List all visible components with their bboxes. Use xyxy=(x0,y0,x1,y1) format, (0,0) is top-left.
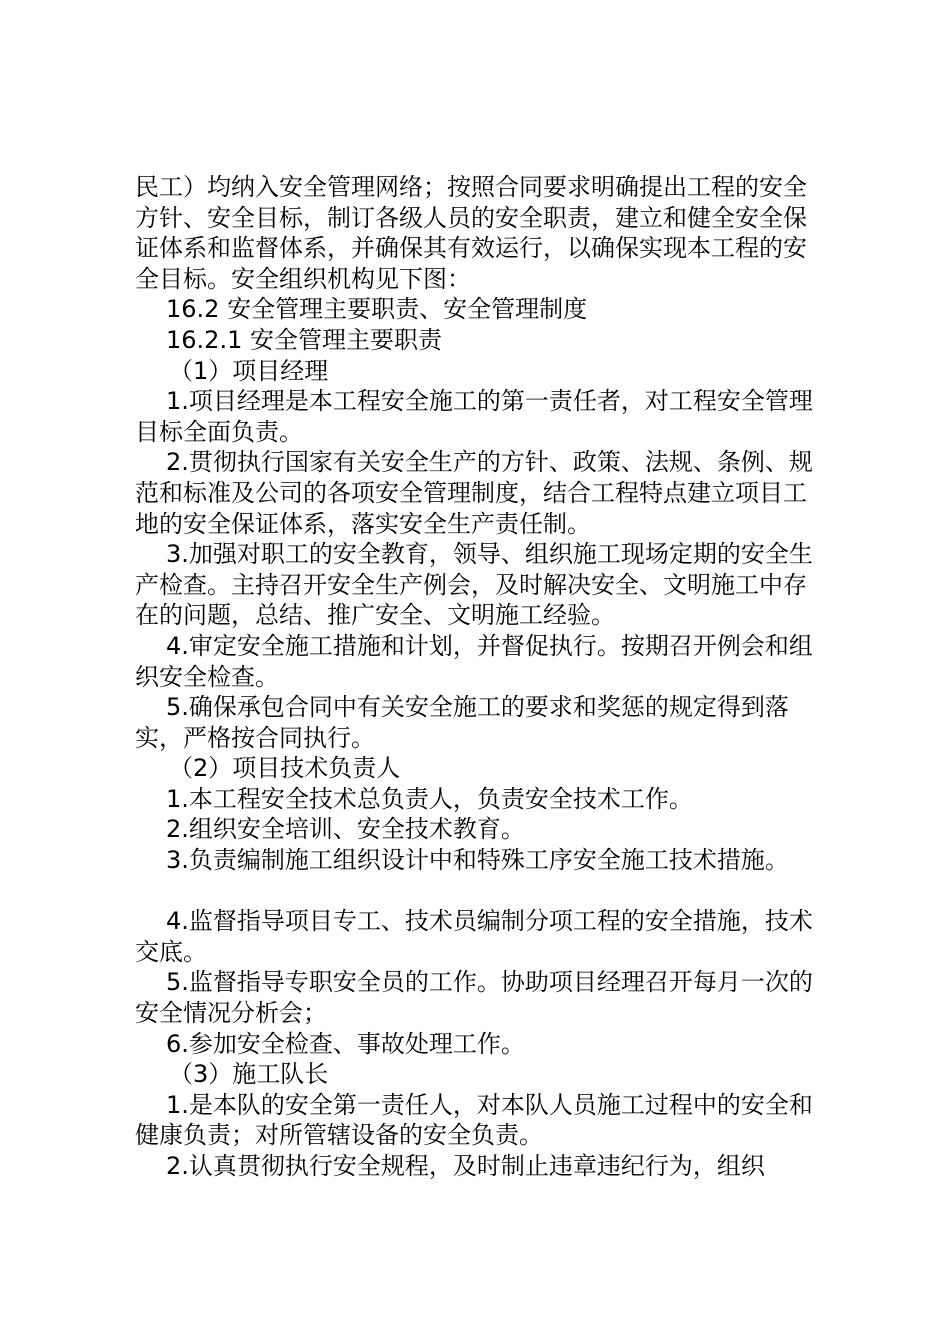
list-item: 2.认真贯彻执行安全规程，及时制止违章违纪行为，组织 xyxy=(166,1152,765,1180)
list-item: 4.审定安全施工措施和计划，并督促执行。按期召开例会和组织安全检查。 xyxy=(135,631,813,691)
list-item: 1.项目经理是本工程安全施工的第一责任者，对工程安全管理目标全面负责。 xyxy=(135,387,813,446)
list-item: 3.负责编制施工组织设计中和特殊工序安全施工技术措施。 xyxy=(166,846,789,875)
document-body xyxy=(135,172,825,1182)
subheading-technical-lead: （2）项目技术负责人 xyxy=(169,754,401,783)
list-item: 1.本工程安全技术总负责人，负责安全技术工作。 xyxy=(166,784,693,813)
list-item: 1.是本队的安全第一责任人，对本队人员施工过程中的安全和健康负责；对所管辖设备的安全负责。 xyxy=(135,1090,813,1150)
list-item: 4.监督指导项目专工、技术员编制分项工程的安全措施，技术交底。 xyxy=(135,907,813,966)
intro-paragraph: 民工）均纳入安全管理网络；按照合同要求明确提出工程的安全方针、安全目标，制订各级人员的安全职责，建立和健全安全保证体系和监督体系，并确保其有效运行，以确保实现本工程的安全目标。安全组织机构见下图： xyxy=(135,173,807,293)
list-item: 2.贯彻执行国家有关安全生产的方针、政策、法规、条例、规范和标准及公司的各项安全管理制度，结合工程特点建立项目工地的安全保证体系，落实安全生产责任制。 xyxy=(135,448,813,538)
section-heading-16-2: 16.2 安全管理主要职责、安全管理制度 xyxy=(166,295,588,324)
section-heading-16-2-1: 16.2.1 安全管理主要职责 xyxy=(166,325,442,354)
subheading-project-manager: （1）项目经理 xyxy=(169,356,329,385)
list-item: 3.加强对职工的安全教育，领导、组织施工现场定期的安全生产检查。主持召开安全生产例会，及时解决安全、文明施工中存在的问题，总结、推广安全、文明施工经验。 xyxy=(135,540,813,630)
blank-line xyxy=(135,876,825,907)
list-item: 5.监督指导专职安全员的工作。协助项目经理召开每月一次的安全情况分析会； xyxy=(135,968,813,1028)
list-item: 2.组织安全培训、安全技术教育。 xyxy=(166,815,525,844)
list-item: 5.确保承包合同中有关安全施工的要求和奖惩的规定得到落实，严格按合同执行。 xyxy=(135,693,789,752)
subheading-team-leader: （3）施工队长 xyxy=(169,1060,329,1089)
list-item: 6.参加安全检查、事故处理工作。 xyxy=(166,1029,525,1058)
